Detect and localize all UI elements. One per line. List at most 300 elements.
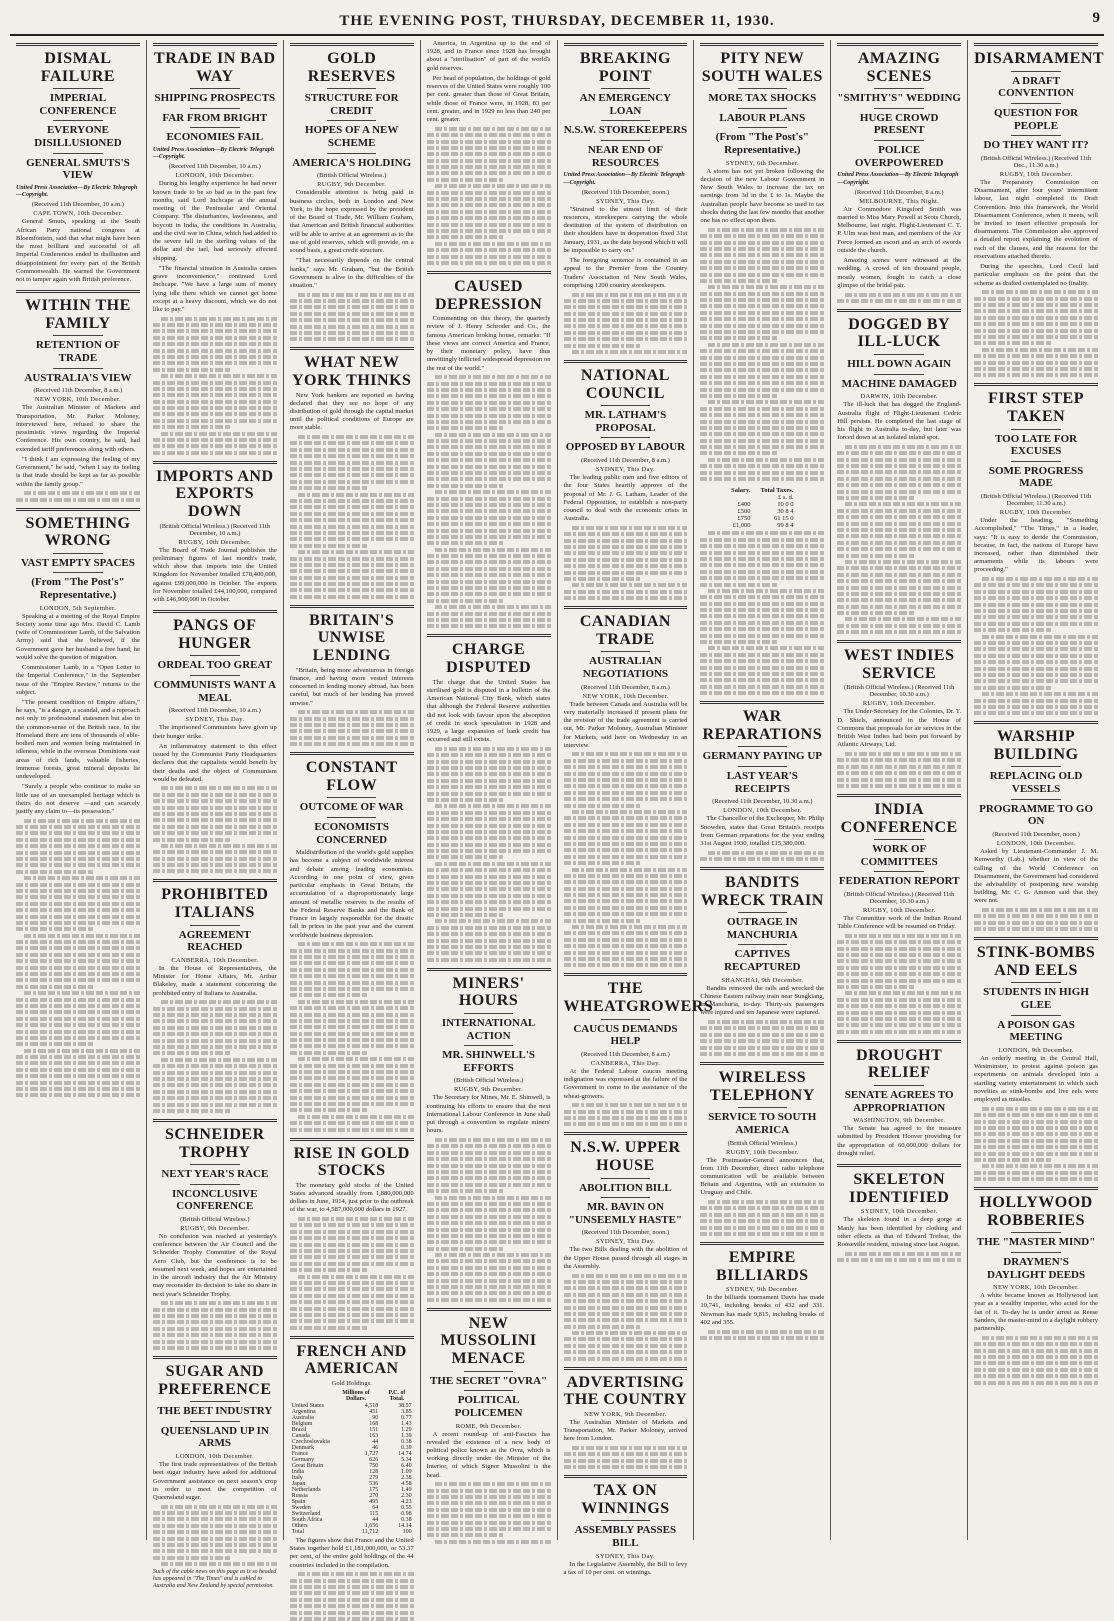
dateline: RUGBY, 10th December. [862,907,936,915]
text-line [153,412,277,416]
text-line [572,925,688,929]
article-text-continued [427,747,551,962]
text-line [427,407,551,411]
text-line [290,480,414,484]
text-line [427,439,551,443]
dateline: RUGBY, 10th December. [999,170,1073,178]
text-line [153,323,277,327]
text-line [290,325,414,329]
text-line [564,539,688,543]
text-line [427,255,551,259]
text-line [435,804,551,808]
text-line [572,526,688,530]
text-line [564,312,688,316]
article-subhead: EVERYONE DISILLUSIONED [34,124,122,150]
subhead-rule [53,153,103,154]
text-line [290,1051,367,1055]
table-cell: 4.23 [401,1498,412,1505]
table-cell: Germany [291,1456,315,1463]
text-line [974,1349,1098,1353]
article-text-continued [974,577,1098,715]
table-cell: 270 [369,1492,379,1499]
text-line [153,1096,277,1100]
text-line [564,551,688,555]
text-line [974,361,1098,365]
subhead-rule [190,108,240,109]
dateline: RUGBY, 10th December. [999,509,1073,517]
article-subhead: QUEENSLAND UP IN ARMS [160,1424,269,1450]
subhead-rule [53,553,103,554]
subhead-rule [464,1013,514,1014]
article-subhead: DO THEY WANT IT? [983,139,1089,152]
text-line [290,1611,414,1615]
text-line [435,1482,551,1486]
article-subhead: (From "The Post's" Representative.) [31,576,125,601]
table-cell: £1,000 [732,522,751,530]
article-subhead: WORK OF COMMITTEES [860,843,938,868]
text-line [700,583,777,587]
article-headline: SOMETHING WRONG [25,514,131,550]
dateline: ROME, 9th December. [455,1422,522,1430]
table-cell: 100 [402,1528,412,1535]
text-line [153,863,277,867]
text-line [153,336,277,340]
table-cell: 3.85 [401,1408,412,1415]
dateline: CANBERRA, 10th December. [171,956,259,964]
text-line [700,317,824,321]
text-line [427,618,551,622]
text-line [564,1465,688,1469]
text-line [153,1083,277,1087]
text-line [837,490,961,494]
text-line [427,843,551,847]
text-line [700,621,824,625]
text-line [564,912,688,916]
text-line [290,473,414,477]
text-line [427,1234,551,1238]
table-cell: Total [291,1528,304,1535]
text-line [427,1157,551,1161]
text-line [427,178,504,182]
text-line [708,589,824,593]
article-headline: NATIONAL COUNCIL [580,367,670,402]
dateline: RUGBY, 10th December. [178,538,252,546]
subhead-rule [1011,135,1061,136]
article-text-continued [290,435,414,599]
text-line [290,1319,414,1323]
text-line [290,1585,414,1589]
text-line [16,838,140,842]
text-line [700,1046,824,1050]
received-time: (British Official Wireless.) [727,1139,797,1147]
article-paragraph: Commissioner Lamb, in a "Open Letter to the Imperial Conference," in the September issue of the "Empire Review," returns to the subject. [16,664,140,696]
text-line [290,312,414,316]
text-line [290,1287,414,1291]
text-line [161,1505,277,1509]
subhead-rule [738,766,788,767]
headline-rule [974,721,1098,724]
article [290,347,414,599]
article [153,1119,277,1350]
article-headline: MINERS' HOURS [452,974,525,1010]
table-header-cell: Total Taxes. [760,487,794,495]
received-time: (British Official Wireless.) (Received 11th December, 10.30 a.m.) [844,684,955,699]
text-line [974,654,1098,658]
text-line [837,998,961,1002]
article-paragraph: The Chancellor of the Exchequer, Mr. Philip Snowden, states that Great Britain's receipts from German reparations for the year ending 31st August 1930, totalled £15,380,000. [700,815,825,847]
text-line [564,848,688,852]
article-subhead: SENATE AGREES TO APPROPRIATION [844,1088,954,1114]
text-line [427,1221,551,1225]
gold-holdings-table [290,1389,414,1535]
text-line [974,628,1051,632]
text-line [427,1240,551,1244]
text-line [161,317,277,321]
text-line [700,375,824,379]
text-line [564,1357,688,1361]
text-line [700,426,824,430]
text-line [16,1017,140,1021]
received-time: (British Official Wireless.) (Received 11th December, 10 a.m.) [159,522,270,537]
text-line [974,603,1098,607]
received-time: (Received 11th December, noon.) [581,1229,670,1237]
text-line [16,959,140,963]
text-line [427,465,551,469]
text-line [153,419,277,423]
text-line [290,1598,414,1602]
text-line [572,1331,688,1335]
article-text-continued [974,1107,1098,1181]
text-line [427,580,551,584]
table-cell: 44 [372,1438,379,1445]
headline-rule [564,1475,688,1478]
dateline: NEW YORK, 10th December. [34,396,121,404]
text-line [837,573,961,577]
text-line [290,305,414,309]
subhead-rule [464,1390,514,1391]
text-line [427,785,551,789]
text-line [16,902,140,906]
article-subhead: STUDENTS IN HIGH GLEE [983,986,1089,1012]
article-headline: WAR REPARATIONS [702,708,823,743]
table-cell: 0.77 [401,1414,412,1421]
article-paragraph: New York bankers are reported as having declared that they see no hope of any distribution of gold through the capital market until the political conditions of Europe are more stable. [289,391,414,432]
text-line [427,1183,551,1187]
dateline: LONDON, 9th December. [998,1047,1074,1054]
text-line [837,1030,961,1034]
subhead-rule [601,651,651,652]
text-line [837,534,961,538]
article-paragraph: Maldistribution of the world's gold supplies has become a subject of worldwide interest and debate among leading economists. According to one point of view, given particular emphasis in Great Britain, the accumulation of a disproportionately large amount of metallic reserves is the results of the Federal Reserve Banks and the Bank of France in largely responsible for the drastic fall in prices in the past year and the current worldwide business depression. [289,849,414,939]
article-paragraph: The Preparatory Commission on Disarmament, after four years' intermittent labour, last night completed its Draft Convention. Into this framework, the World Disarmament Conference, when it meets, will be invited to insert effective proposals for disarmament. The Commission also approved a detailed report explaining the evolution of each of the clauses, and the reasons for the reservations attached thereto. [974,178,1098,260]
text-line [700,557,824,561]
text-line [153,857,277,861]
article-subhead: AN EMERGENCY LOAN [579,92,672,117]
text-line [837,586,961,590]
table-row [726,508,798,515]
text-line [290,505,414,509]
text-line [708,228,824,232]
text-line [427,229,551,233]
table-cell: 11,712 [362,1528,379,1535]
text-line [427,875,551,879]
subhead-rule [738,912,788,913]
table-cell: 4.58 [401,1480,412,1487]
article-subhead: SHIPPING PROSPECTS [154,92,276,105]
subhead-rule [190,1164,240,1165]
article-text-continued [564,1103,688,1126]
text-line [427,261,551,265]
subhead-rule [874,1085,924,1086]
headline-rule [974,383,1098,386]
table-cell: Switzerland [291,1510,321,1517]
column [831,40,968,1540]
table-cell: 1.39 [401,1432,412,1439]
dateline: SYDNEY, This Day. [595,466,655,474]
article [700,487,824,695]
text-line [290,299,414,303]
received-time: (Received 11th December, 8 a.m.) [581,683,670,691]
text-line [564,1122,688,1126]
article-text-continued [153,1000,277,1113]
text-line [427,766,551,770]
text-line [290,1096,414,1100]
article-headline: WITHIN THE FAMILY [25,297,131,332]
text-line [564,784,688,788]
text-line [700,292,824,296]
text-line [427,1170,551,1174]
article-headline: SUGAR AND PREFERENCE [158,1363,272,1398]
article-subhead: ASSEMBLY PASSES BILL [574,1524,677,1549]
text-line [427,171,551,175]
text-line [290,563,414,567]
text-line [564,1318,688,1322]
subhead-rule [190,675,240,676]
subhead-rule [1011,1252,1061,1253]
text-line [427,1176,551,1180]
text-line [572,293,688,297]
text-line [298,710,414,714]
received-time: (Received 11th December, 8 a.m.) [581,457,670,465]
text-line [290,968,414,972]
text-line [974,1113,1098,1117]
subhead-rule [53,368,103,369]
text-line [290,1243,414,1247]
text-line [974,711,1098,715]
table-cell: India [291,1468,305,1475]
text-line [427,146,551,150]
text-line [435,862,551,866]
article-subhead: THE "MASTER MIND" [976,1236,1096,1249]
text-line [837,771,961,775]
table-cell: United States [291,1402,324,1409]
text-line [700,685,824,689]
subhead-rule [1011,461,1061,462]
table-cell: 2.30 [401,1492,412,1499]
article-headline: NEW MUSSOLINI MENACE [440,1314,537,1367]
article-paragraph: "Strained to the utmost limit of their resources, storekeepers carrying the whole destitution of the system of distribution on their shoulders have in desperation fixed 31st January, 1931, as the date beyond which it will be impossible to carry on." [563,205,688,254]
headline-rule [700,1062,824,1065]
text-line [837,940,961,944]
page-number: 9 [1092,10,1100,26]
text-line [564,931,688,935]
text-line [290,441,414,445]
text-line [435,747,551,751]
text-line [708,400,824,404]
text-line [290,1268,367,1272]
text-line [290,1604,414,1608]
text-line [974,1139,1098,1143]
article-headline: N.S.W. UPPER HOUSE [570,1139,681,1174]
text-line [427,1189,504,1193]
subhead-rule [327,153,377,154]
table-cell: 163 [369,1432,379,1439]
text-line [708,285,824,289]
text-line [290,525,414,529]
table-cell: 1,656 [364,1522,379,1529]
text-line [290,1070,414,1074]
text-line [290,955,414,959]
text-line [564,944,688,948]
text-line [290,518,414,522]
text-line [290,1591,414,1595]
text-line [564,1110,688,1114]
article-subhead: INTERNATIONAL ACTION [441,1016,536,1042]
subhead-rule [464,1371,514,1372]
headline-rule [700,43,824,46]
table-header-row [290,1389,414,1403]
text-line [974,1368,1098,1372]
article [700,43,824,481]
text-line [290,461,414,465]
received-time: (Received 11th December, noon.) [992,831,1080,839]
article-paragraph: Speaking at a meeting of the Royal Empire Society some time ago Mrs. David C. Lamb (wife of Commissioner Lamb, of the Salvation Army) said that she believed, if the Government gave her husband a free hand, he would solve the question of migration. [16,612,140,661]
text-line [427,159,551,163]
article-paragraph: The ill-luck that has dogged the England-Australia flight of Flight-Lieutenant Cedric Hill persists. He completed the last stage of his flight to Australia to-day, but later was forced down at an isolated inland spot. [837,401,962,442]
article-paragraph: The leading public men and five editors of the four States heartily approve of the proposal of Mr. J. G. Latham, Leader of the Federal Opposition, to establish a non-party council to deal with the economic crisis in Australia. [563,474,688,523]
text-line [153,806,277,810]
table-cell: 1.09 [401,1468,412,1475]
text-line [837,605,961,609]
article-text-continued [974,1336,1098,1385]
text-line [974,705,1098,709]
text-line [290,1044,414,1048]
article-paragraph: "The present condition of Empire affairs," he says, "is a danger, a scandal, and a reproach not only to professional statesmen but also to the common-sense of the British race. In the Homeland there are tens of thousands of able-bodied men and women being maintained in idleness, while in the overseas Dominions vast areas of rich lands, valuable fisheries, immense forests, great mineral deposits lie undeveloped. [16,698,140,781]
text-line [974,921,1098,925]
dateline: RUGBY, 9th December. [180,1225,250,1233]
subhead-rule [738,108,788,109]
text-line [290,486,367,490]
text-line [700,388,824,392]
received-time: (Received 11th December, 10 a.m.) [31,201,124,209]
article-subhead: STRUCTURE FOR CREDIT [304,92,399,117]
article [16,43,140,284]
text-line [153,444,277,448]
text-line [700,1039,824,1043]
article [564,1132,688,1360]
text-line [427,1508,551,1512]
text-line [564,906,688,910]
text-line [564,816,688,820]
article-headline: RISE IN GOLD STOCKS [293,1144,410,1180]
text-line [974,596,1098,600]
text-line [974,1355,1098,1359]
text-line [24,876,140,880]
table-cell: 1.49 [401,1486,412,1493]
text-line [153,818,277,822]
text-line [974,1145,1098,1149]
text-line [700,1052,824,1056]
text-line [153,838,230,842]
article [563,973,714,1126]
table-cell: France [291,1450,309,1457]
text-line [153,812,277,816]
text-line [837,778,961,782]
text-line [700,602,824,606]
text-line [700,362,824,366]
text-line [427,913,504,917]
text-line [427,445,551,449]
text-line [16,1087,140,1091]
text-line [700,413,824,417]
headline-rule [153,610,277,613]
article-text-continued [564,1274,688,1361]
table-cell: 0.38 [401,1516,412,1523]
article-text-continued [700,531,824,695]
text-line [708,458,824,462]
text-line [153,1051,230,1055]
text-line [427,1215,551,1219]
text-line [700,857,824,861]
article-headline: SKELETON IDENTIFIED [849,1171,950,1206]
text-line [153,1007,277,1011]
text-line [153,451,277,455]
article-paragraph: In the House of Representatives, the Minister for Home Affairs, Mr. Arthur Blakeley, made a statement concerning the prohibited entry of Italians to Australia. [152,964,277,997]
article-subhead: QUESTION FOR PEOPLE [994,106,1079,132]
text-line [700,464,824,468]
text-line [427,535,551,539]
text-line [153,1511,277,1515]
article-headline: DISMAL FAILURE [40,50,116,85]
text-line [564,797,688,801]
article-text-continued [290,1572,414,1621]
table-cell: Brazil [291,1426,307,1433]
text-line [564,564,688,568]
text-line [290,1236,414,1240]
text-line [837,496,914,500]
dateline: RUGBY, 10th December. [862,700,936,708]
text-line [290,723,414,727]
text-line [427,1501,551,1505]
text-line [427,1298,551,1302]
table-subheader-cell [726,494,755,501]
text-line [290,1089,414,1093]
text-line [153,1340,277,1344]
text-line [153,1103,277,1107]
article-headline: TRADE IN BAD WAY [154,50,276,85]
text-line [24,991,140,995]
article-subhead: ABOLITION BILL [579,1181,672,1194]
article-text-continued [290,293,414,342]
text-line [837,972,961,976]
text-line [572,1446,688,1450]
text-line [564,1280,688,1284]
text-line [427,1279,551,1283]
article-subhead: ECONOMISTS CONCERNED [314,820,389,846]
table-cell: Netherlands [291,1486,321,1493]
text-line [153,1346,277,1350]
text-line [435,1540,551,1544]
